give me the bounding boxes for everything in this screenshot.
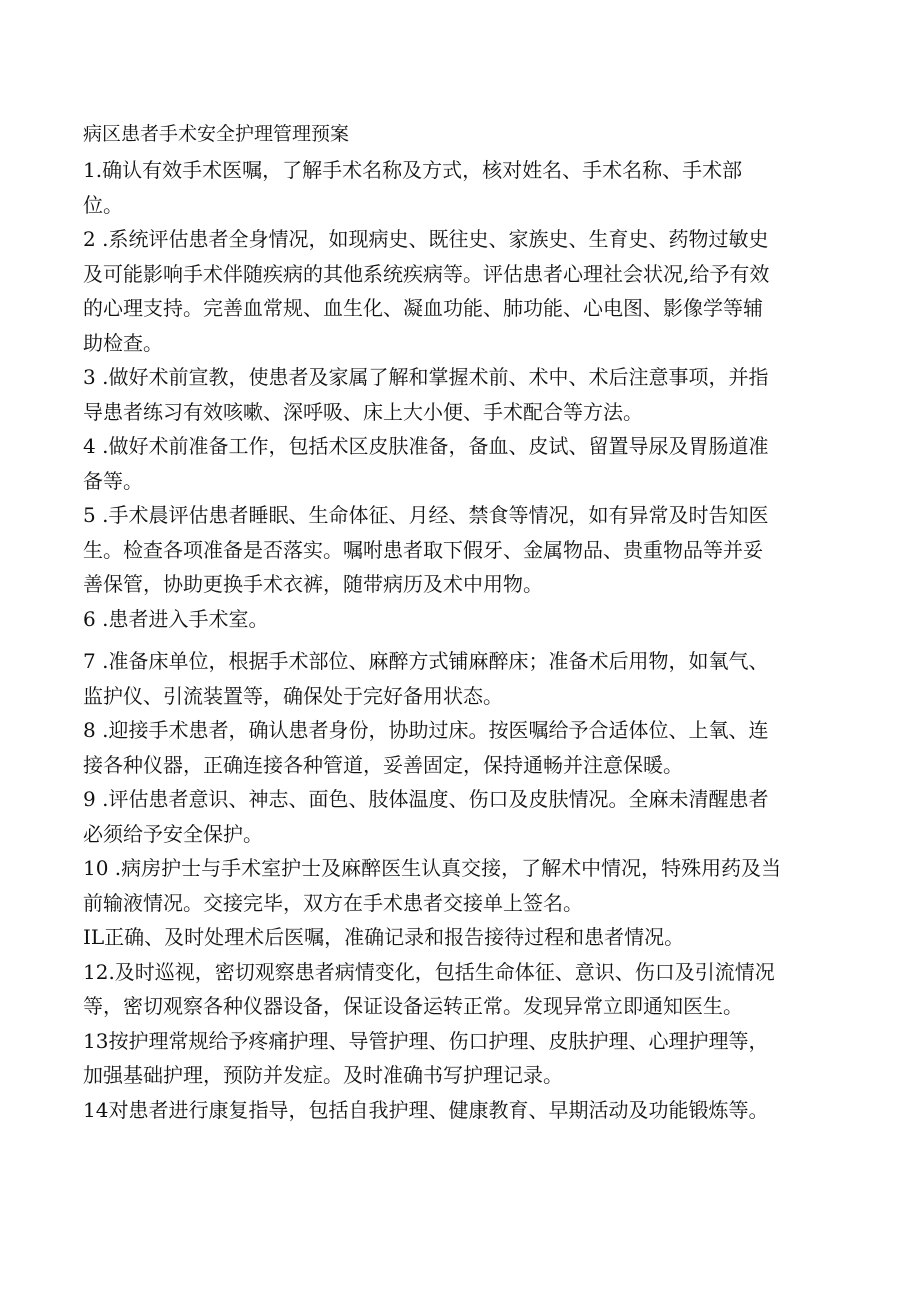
text-line: 备等。 xyxy=(83,468,143,493)
paragraph-spacer xyxy=(83,636,843,644)
text-line: 前输液情况。交接完毕，双方在手术患者交接单上签名。 xyxy=(83,890,583,915)
document-title: 病区患者手术安全护理管理预案 xyxy=(83,123,350,145)
paragraph-11 xyxy=(83,920,843,955)
paragraph-8 xyxy=(83,713,843,782)
paragraph-10 xyxy=(83,851,843,920)
text-line: 位。 xyxy=(83,192,123,217)
text-line: 及可能影响手术伴随疾病的其他系统疾病等。评估患者心理社会状况,给予有效 xyxy=(83,261,770,286)
text-line: 9 .评估患者意识、神志、面色、肢体温度、伤口及皮肤情况。全麻未清醒患者 xyxy=(83,787,769,811)
text-line: 监护仪、引流装置等，确保处于完好备用状态。 xyxy=(83,683,503,708)
paragraph-3 xyxy=(83,360,843,429)
paragraph-4 xyxy=(83,429,843,498)
text-line: 13按护理常规给予疼痛护理、导管护理、伤口护理、皮肤护理、心理护理等， xyxy=(83,1028,769,1053)
text-line: 14对患者进行康复指导，包括自我护理、健康教育、早期活动及功能锻炼等。 xyxy=(83,1097,769,1122)
text-line: 助检查。 xyxy=(83,330,163,355)
text-line: 6 .患者进入手术室。 xyxy=(83,606,269,631)
text-line: 善保管，协助更换手术衣裤，随带病历及术中用物。 xyxy=(83,572,543,596)
text-line: 10 .病房护士与手术室护士及麻醉医生认真交接，了解术中情况，特殊用药及当 xyxy=(83,856,782,880)
text-line: 生。检查各项准备是否落实。嘱咐患者取下假牙、金属物品、贵重物品等并妥 xyxy=(83,537,763,562)
paragraph-2 xyxy=(83,222,843,360)
text-line: 的心理支持。完善血常规、血生化、凝血功能、肺功能、心电图、影像学等辅 xyxy=(83,296,763,320)
paragraph-7 xyxy=(83,644,843,713)
text-line: 8 .迎接手术患者，确认患者身份，协助过床。按医嘱给予合适体位、上氧、连 xyxy=(83,718,769,742)
text-line: 7 .准备床单位，根据手术部位、麻醉方式铺麻醉床；准备术后用物，如氧气、 xyxy=(83,649,769,673)
paragraph-12 xyxy=(83,955,843,1024)
paragraph-1 xyxy=(83,153,843,222)
text-line: IL正确、及时处理术后医嘱，准确记录和报告接待过程和患者情况。 xyxy=(83,925,685,949)
paragraph-9 xyxy=(83,782,843,851)
text-line: 4 .做好术前准备工作，包括术区皮肤准备，备血、皮试、留置导尿及胃肠道准 xyxy=(83,434,769,458)
text-line: 导患者练习有效咳嗽、深呼吸、床上大小便、手术配合等方法。 xyxy=(83,399,643,424)
text-line: 3 .做好术前宣教，使患者及家属了解和掌握术前、术中、术后注意事项，并指 xyxy=(83,365,769,389)
paragraph-5 xyxy=(83,498,843,602)
text-line: 1.确认有效手术医嘱，了解手术名称及方式，核对姓名、手术名称、手术部 xyxy=(83,158,743,182)
text-line: 必须给予安全保护。 xyxy=(83,821,263,846)
text-line: 加强基础护理，预防并发症。及时准确书写护理记录。 xyxy=(83,1063,563,1087)
paragraph-6 xyxy=(83,602,843,637)
document-body xyxy=(83,117,843,1127)
text-line: 12.及时巡视，密切观察患者病情变化，包括生命体征、意识、伤口及引流情况 xyxy=(83,959,775,984)
paragraph-13 xyxy=(83,1024,843,1093)
text-line: 5 .手术晨评估患者睡眠、生命体征、月经、禁食等情况，如有异常及时告知医 xyxy=(83,503,769,527)
text-line: 等，密切观察各种仪器设备，保证设备运转正常。发现异常立即通知医生。 xyxy=(83,994,743,1018)
paragraph-14 xyxy=(83,1093,843,1128)
text-line: 接各种仪器，正确连接各种管道，妥善固定，保持通畅并注意保暖。 xyxy=(83,752,683,777)
text-line: 2 .系统评估患者全身情况，如现病史、既往史、家族史、生育史、药物过敏史 xyxy=(83,227,769,251)
